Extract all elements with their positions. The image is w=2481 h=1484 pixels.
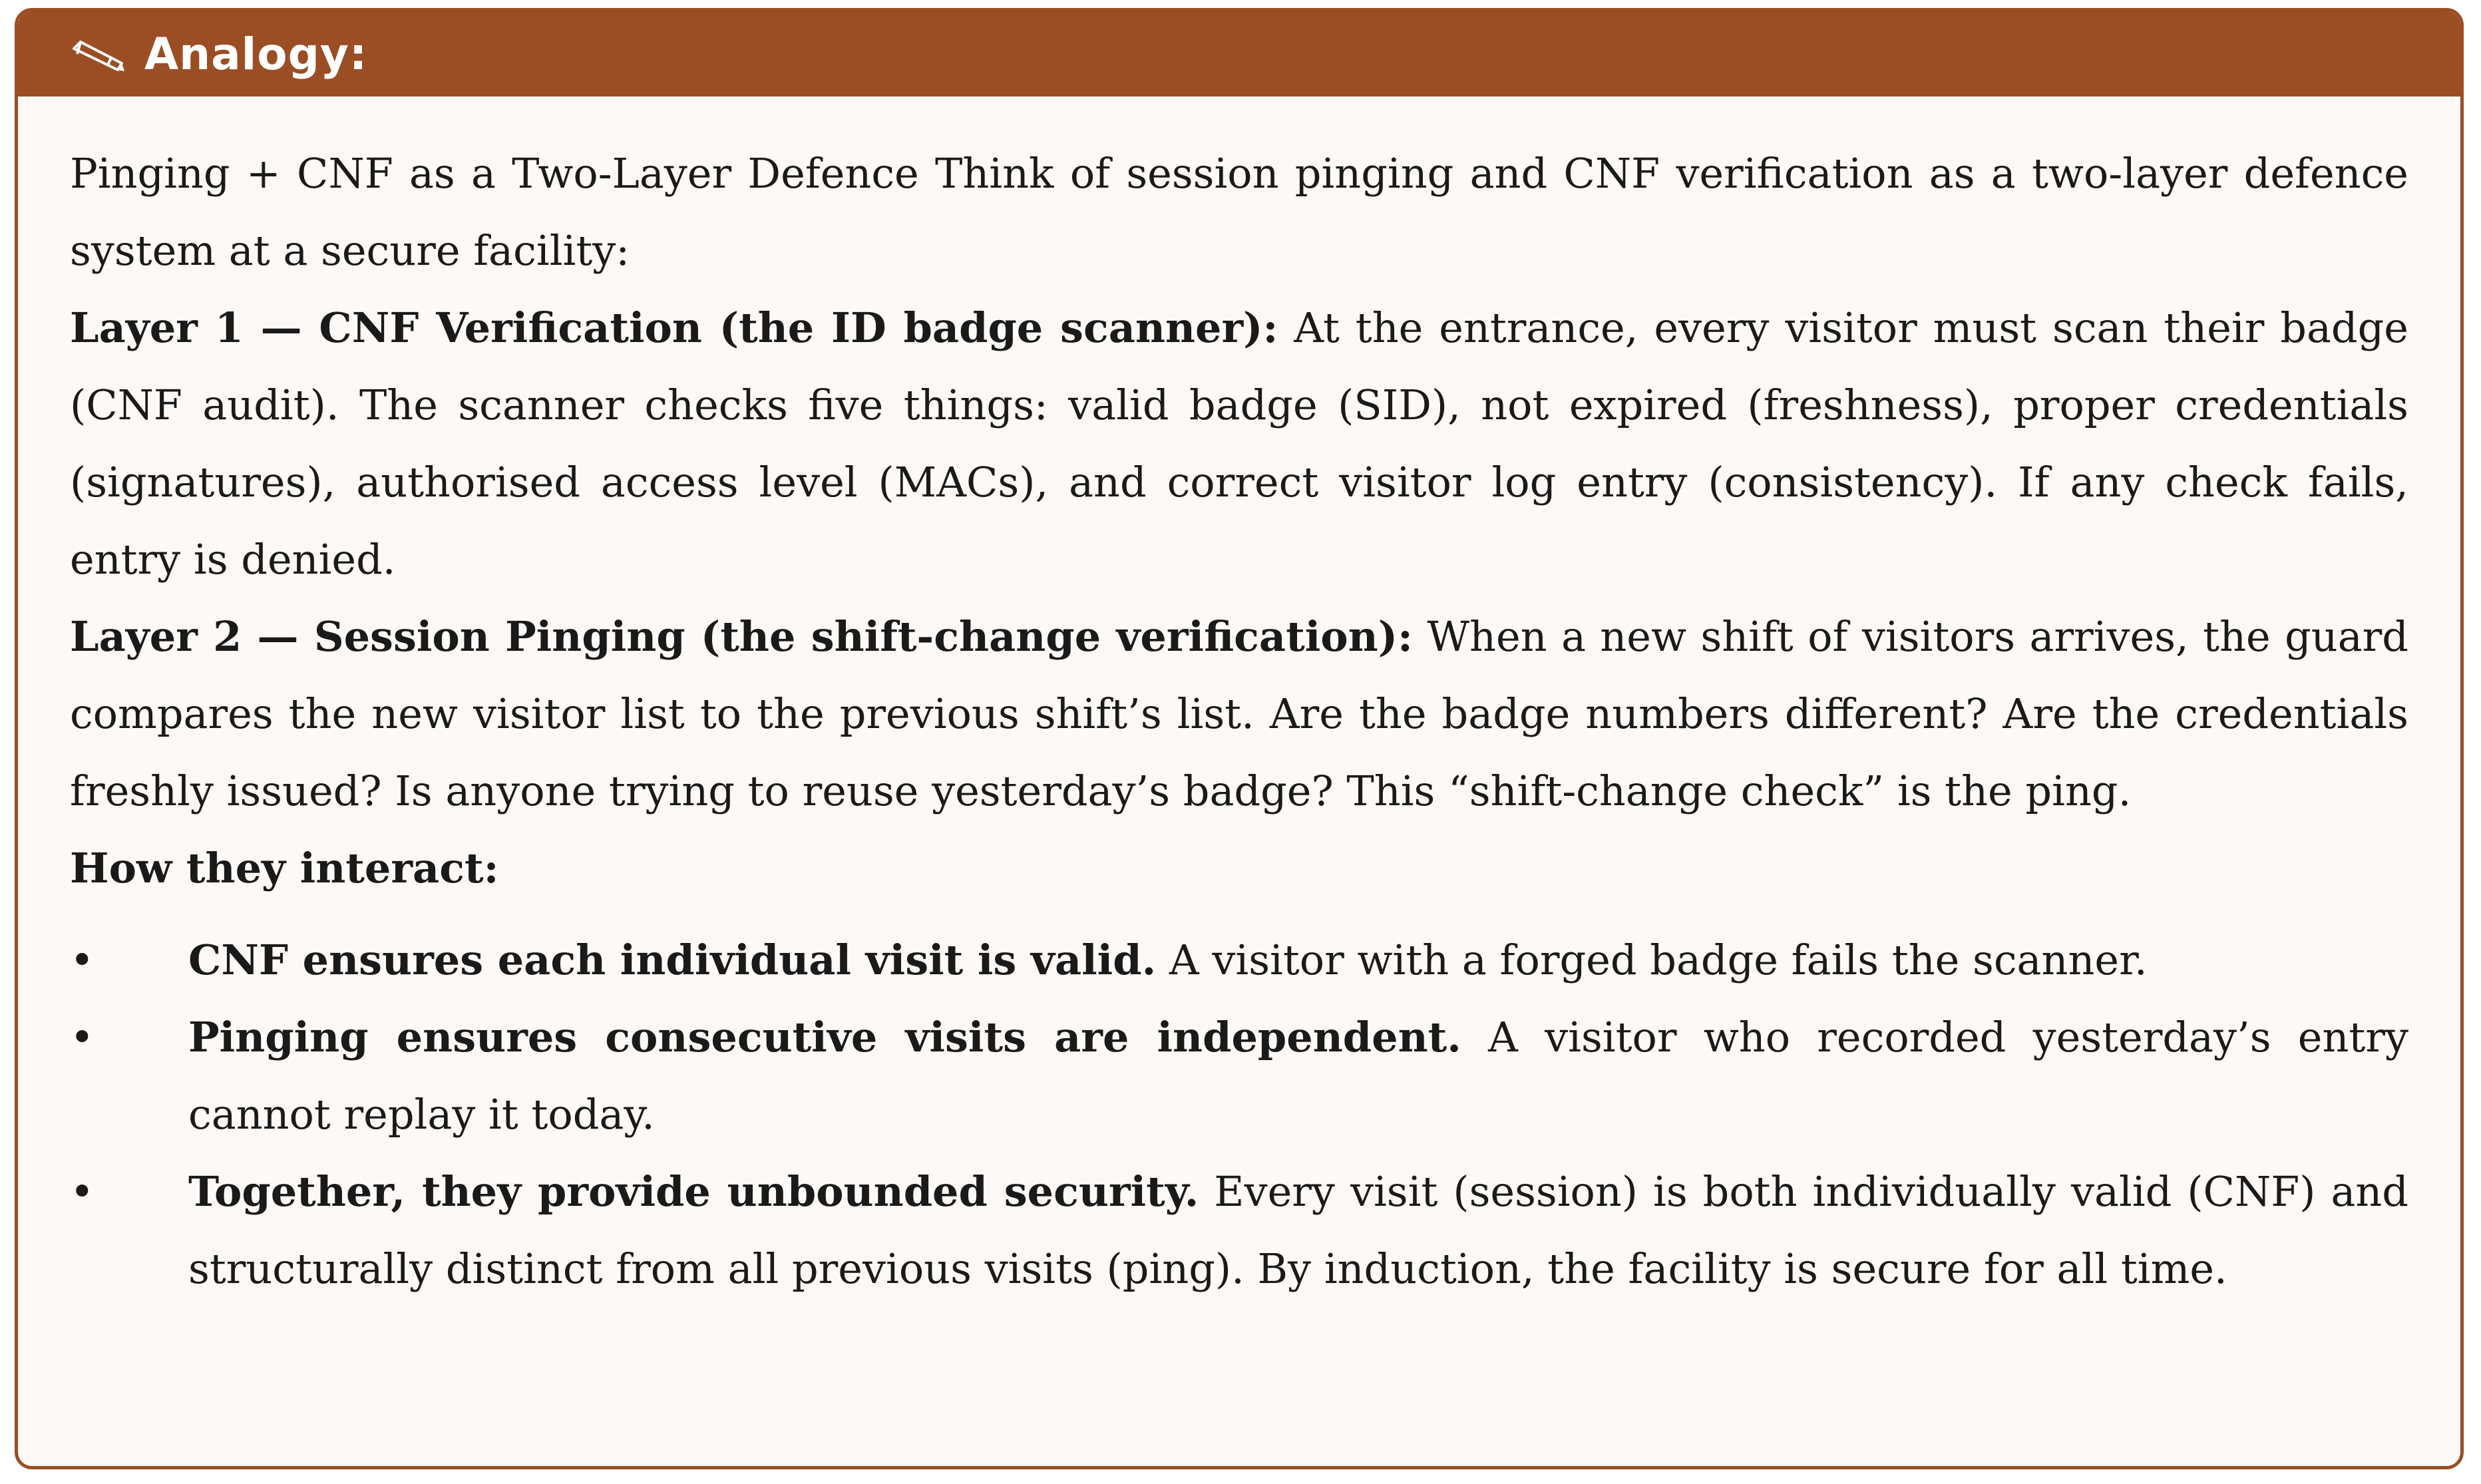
- bullet-text: A visitor who recorded yesterday’s entry cannot replay it today.: [188, 1013, 2408, 1139]
- list-item: [70, 999, 2408, 1153]
- interact-heading-text: How they interact:: [70, 844, 499, 892]
- layer1-paragraph: [70, 289, 2408, 598]
- bullet-icon: •: [70, 1167, 95, 1216]
- layer2-label: Layer 2 — Session Pinging (the shift-change verification):: [70, 612, 1413, 661]
- bullet-icon: •: [70, 936, 95, 984]
- bullet-bold: Pinging ensures consecutive visits are independent.: [188, 1013, 1461, 1061]
- list-item: [70, 1153, 2408, 1308]
- bullet-bold: CNF ensures each individual visit is valid.: [188, 936, 1157, 984]
- layer1-label: Layer 1 — CNF Verification (the ID badge scanner):: [70, 303, 1278, 352]
- bullet-bold: Together, they provide unbounded security.: [188, 1167, 1199, 1216]
- bullet-text: A visitor with a forged badge fails the scanner.: [1156, 936, 2148, 984]
- layer2-paragraph: [70, 598, 2408, 830]
- intro-paragraph: Pinging + CNF as a Two-Layer Defence Think of session pinging and CNF verification as a two-layer defence system at a secure facility:: [70, 149, 2408, 275]
- pencil-icon: [70, 34, 126, 74]
- layer2-text: When a new shift of visitors arrives, the guard compares the new visitor list to the previous shift’s list. Are the badge numbers different? Are the credentials freshly issued? Is anyone trying to reuse yesterday’s badge? This “shift-change check” is the ping.: [70, 612, 2408, 815]
- interaction-list: [70, 922, 2408, 1308]
- layer1-text: At the entrance, every visitor must scan their badge (CNF audit). The scanner checks five things: valid badge (SID), not expired (freshness), proper credentials (signatures), authorised access level (MACs), and correct visitor log entry (consistency). If any check fails, entry is denied.: [70, 303, 2408, 584]
- analogy-box: [15, 8, 2464, 1469]
- interact-heading: [70, 830, 2408, 907]
- analogy-title: Analogy:: [144, 28, 368, 80]
- analogy-header: [18, 11, 2460, 96]
- list-item: [70, 922, 2408, 999]
- analogy-content: [18, 96, 2460, 1308]
- bullet-icon: •: [70, 1013, 95, 1061]
- bullet-text: Every visit (session) is both individually valid (CNF) and structurally distinct from all previous visits (ping). By induction, the facility is secure for all time.: [188, 1167, 2408, 1293]
